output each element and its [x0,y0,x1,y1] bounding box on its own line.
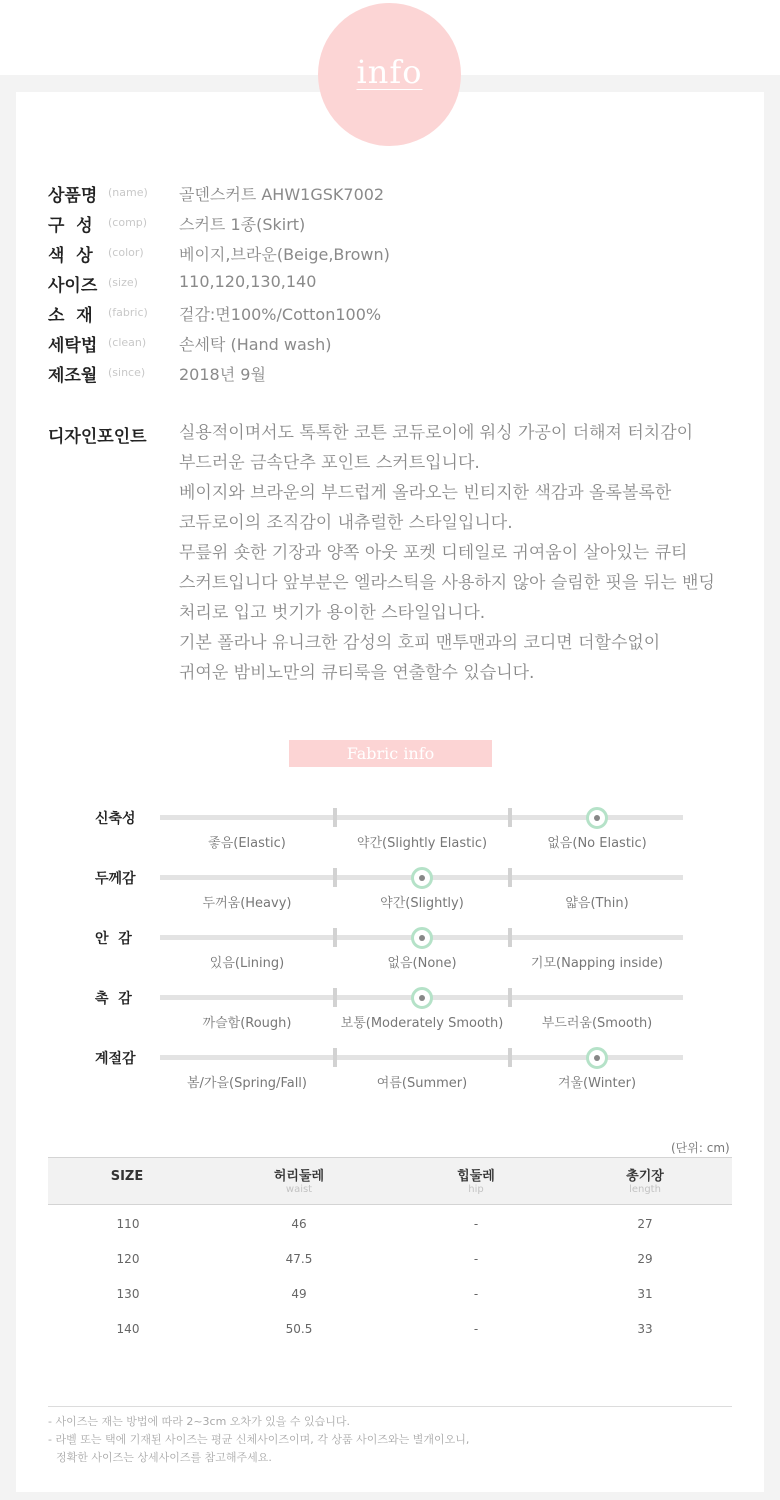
note-line: - 사이즈는 재는 방법에 따라 2~3cm 오차가 있을 수 있습니다. [48,1415,351,1428]
spec-value: 겉감:면100%/Cotton100% [179,305,382,324]
note-line: - 라벨 또는 택에 기재된 사이즈는 평균 신체사이즈이며, 각 상품 사이즈와는 별개이오니, [48,1433,470,1446]
fabric-option-label: 겨울(Winter) [557,1076,637,1091]
spec-value: 110,120,130,140 [179,272,317,291]
header-hip [401,1170,551,1196]
fabric-scale-divider [508,868,512,887]
design-point-line: 부드러운 금속단추 포인트 스커트입니다. [179,453,480,473]
fabric-row-label: 신축성 [95,811,136,827]
header-sub: waist [285,1184,313,1195]
spec-value: 손세탁 (Hand wash) [179,335,332,354]
table-row [48,1277,732,1312]
cell-waist: 49 [291,1287,307,1301]
spec-label: 사이즈 [48,276,98,296]
fabric-scale-divider [508,1048,512,1067]
cell-size: 140 [116,1322,140,1336]
spec-value: 골덴스커트 AHW1GSK7002 [179,185,385,204]
spec-value: 2018년 9월 [179,365,266,384]
spec-sub-label: (fabric) [108,306,148,319]
header-waist [224,1170,374,1196]
fabric-scale-divider [333,1048,337,1067]
spec-value: 스커트 1종(Skirt) [179,215,306,234]
spec-sub-label: (clean) [108,336,147,349]
fabric-option-label: 좋음(Elastic) [208,836,286,851]
fabric-scale-divider [333,988,337,1007]
cell-waist: 47.5 [285,1252,313,1266]
header-main: 허리둘레 [273,1169,325,1184]
fabric-option-label: 여름(Summer) [376,1076,468,1091]
cell-size: 130 [116,1287,140,1301]
fabric-row-label: 안 감 [95,931,132,947]
cell-hip: - [473,1287,479,1301]
fabric-scale-divider [333,868,337,887]
fabric-option-label: 부드러움(Smooth) [541,1016,653,1031]
fabric-row [0,1051,780,1118]
spec-label: 세탁법 [48,336,98,356]
design-point-line: 처리로 입고 벗기가 용이한 스타일입니다. [179,603,486,623]
cell-size: 110 [116,1217,140,1231]
design-point-line: 실용적이며서도 톡톡한 코튼 코듀로이에 워싱 가공이 더해져 터치감이 [179,423,694,443]
unit-label: (단위: cm) [671,1141,730,1155]
cell-length: 33 [637,1322,653,1336]
fabric-option-label: 까슬함(Rough) [202,1016,292,1031]
cell-length: 31 [637,1287,653,1301]
fabric-option-label: 기모(Napping inside) [530,956,664,971]
design-point-line: 귀여운 밤비노만의 큐티룩을 연출할수 있습니다. [179,663,535,683]
fabric-option-label: 없음(No Elastic) [547,836,647,851]
fabric-selected-marker-icon [411,927,433,949]
fabric-scale-divider [508,928,512,947]
table-row [48,1242,732,1277]
design-point-line: 베이지와 브라운의 부드럽게 올라오는 빈티지한 색감과 올록볼록한 [179,483,672,503]
fabric-info-banner: Fabric info [289,740,492,767]
design-point-line: 스커트입니다 앞부분은 엘라스틱을 사용하지 않아 슬림한 핏을 뒤는 밴딩 [179,573,715,593]
fabric-option-label: 약간(Slightly) [380,896,464,911]
cell-hip: - [473,1217,479,1231]
spec-sub-label: (name) [108,186,148,199]
info-badge-text: info [356,53,423,91]
spec-value: 베이지,브라운(Beige,Brown) [179,245,390,264]
fabric-option-label: 없음(None) [387,956,457,971]
design-point-line: 무릎위 숏한 기장과 양쪽 아웃 포켓 디테일로 귀여움이 살아있는 큐티 [179,543,688,563]
spec-label: 구 성 [48,216,93,236]
header-size [52,1170,202,1184]
cell-waist: 50.5 [285,1322,313,1336]
header-length [570,1170,720,1196]
fabric-scale-divider [333,808,337,827]
design-point-title: 디자인포인트 [48,427,147,447]
fabric-selected-marker-icon [411,867,433,889]
cell-size: 120 [116,1252,140,1266]
notes-divider [48,1406,732,1407]
table-row [48,1207,732,1242]
design-point-text [179,421,775,691]
spec-label: 제조월 [48,366,98,386]
cell-hip: - [473,1322,479,1336]
spec-label: 소 재 [48,306,93,326]
fabric-row-label: 두께감 [95,871,136,887]
fabric-option-label: 얇음(Thin) [565,896,629,911]
header-main: 총기장 [626,1169,664,1184]
header-sub: hip [468,1184,484,1195]
fabric-option-label: 있음(Lining) [209,956,285,971]
fabric-selected-marker-icon [586,1047,608,1069]
fabric-selected-marker-icon [586,807,608,829]
fabric-option-label: 봄/가을(Spring/Fall) [186,1076,307,1091]
header-sub: length [629,1184,661,1195]
spec-label: 상품명 [48,186,98,206]
fabric-option-label: 보통(Moderately Smooth) [340,1016,504,1031]
size-table-header [48,1157,732,1205]
fabric-option-label: 두꺼움(Heavy) [202,896,292,911]
spec-sub-label: (since) [108,366,146,379]
header-main: 힙둘레 [457,1169,495,1184]
header-main: SIZE [110,1169,144,1184]
cell-length: 27 [637,1217,653,1231]
design-point-line: 기본 폴라나 유니크한 감성의 호피 맨투맨과의 코디면 더할수없이 [179,633,661,653]
spec-sub-label: (comp) [108,216,148,229]
spec-sub-label: (color) [108,246,144,259]
spec-label: 색 상 [48,246,93,266]
fabric-option-label: 약간(Slightly Elastic) [356,836,488,851]
cell-length: 29 [637,1252,653,1266]
fabric-row-label: 계절감 [95,1051,136,1067]
cell-hip: - [473,1252,479,1266]
fabric-selected-marker-icon [411,987,433,1009]
cell-waist: 46 [291,1217,307,1231]
info-badge [318,3,461,146]
note-line: 정확한 사이즈는 상세사이즈를 참고해주세요. [56,1451,272,1464]
table-row [48,1312,732,1347]
fabric-scale-divider [508,808,512,827]
spec-sub-label: (size) [108,276,138,289]
design-point-line: 코듀로이의 조직감이 내츄럴한 스타일입니다. [179,513,513,533]
fabric-row-label: 촉 감 [95,991,132,1007]
fabric-scale-divider [333,928,337,947]
fabric-scale-divider [508,988,512,1007]
